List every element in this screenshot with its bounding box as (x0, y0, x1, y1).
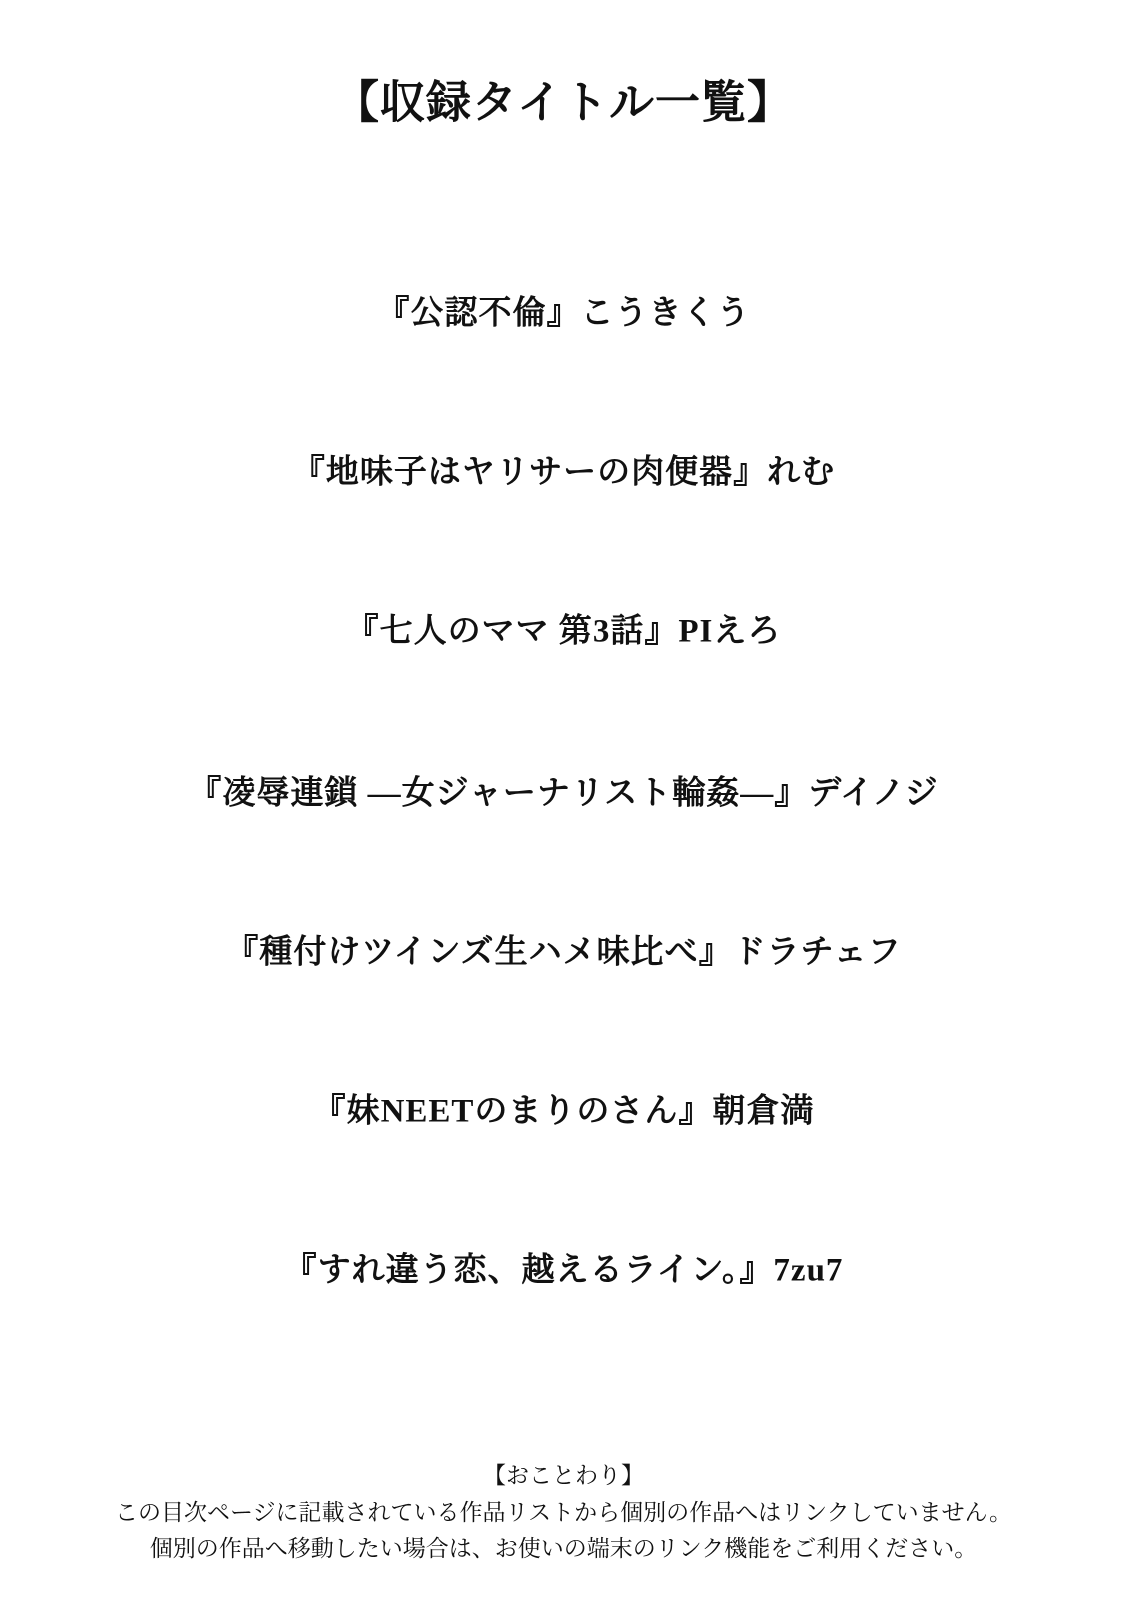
toc-item-6: 『妹NEETのまりのさん』朝倉満 (312, 1093, 815, 1130)
notice-line-1: この目次ページに記載されている作品リストから個別の作品へはリンクしていません。 (115, 1498, 1012, 1525)
toc-item-2: 『地味子はヤリサーの肉便器』れむ (291, 454, 836, 491)
toc-item-4: 『凌辱連鎖 ―女ジャーナリスト輪姦―』デイノジ (188, 775, 939, 812)
toc-item-3: 『七人のママ 第3話』PIえろ (345, 613, 782, 650)
notice-heading: 【おことわり】 (483, 1462, 644, 1488)
toc-item-1: 『公認不倫』こうきくう (376, 295, 751, 332)
toc-item-5: 『種付けツインズ生ハメ味比べ』ドラチェフ (225, 934, 902, 971)
toc-item-7: 『すれ違う恋、越えるライン。』7zu7 (283, 1252, 844, 1289)
notice-block (0, 1457, 1127, 1567)
notice-line-2: 個別の作品へ移動したい場合は、お使いの端末のリンク機能をご利用ください。 (149, 1535, 978, 1561)
page-title: 【収録タイトル一覧】 (333, 77, 794, 128)
